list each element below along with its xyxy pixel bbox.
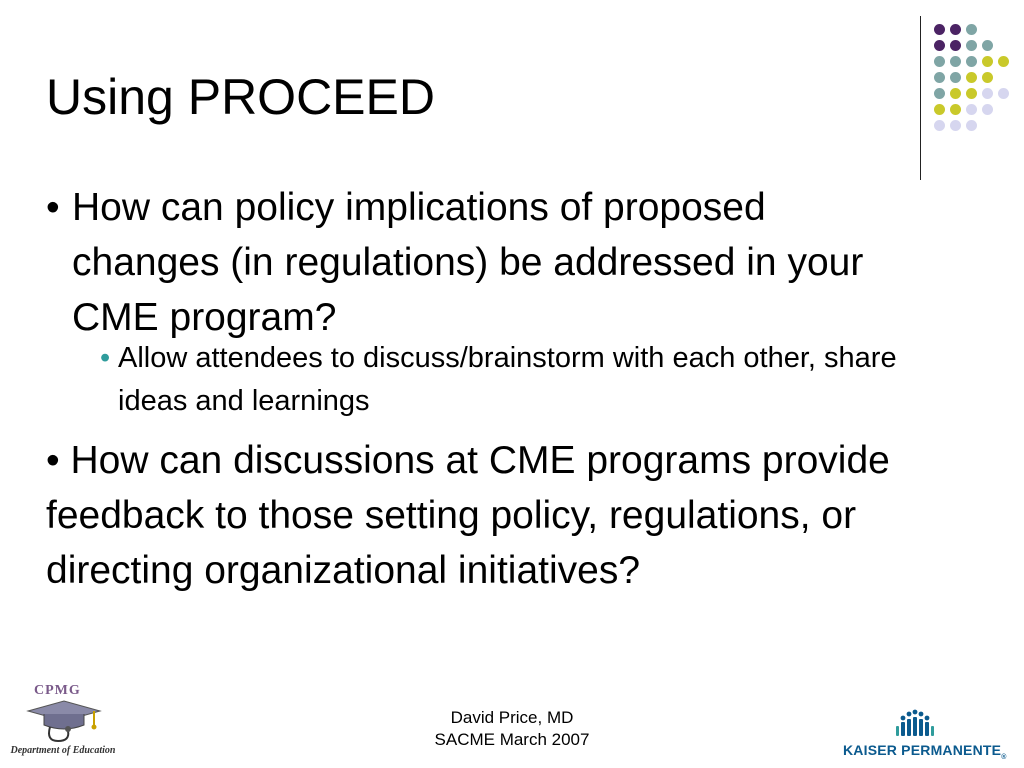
decorative-dot: [934, 56, 945, 67]
cpmg-logo-name: CPMG: [34, 683, 81, 698]
bullet-item-1: [46, 180, 916, 345]
bullet-item-2: [46, 433, 916, 598]
footer-author: David Price, MD: [450, 708, 574, 727]
decorative-dot: [982, 56, 993, 67]
cpmg-logo: [6, 683, 120, 763]
decorative-dot: [934, 120, 945, 131]
decorative-dot: [966, 72, 977, 83]
slide-footer: [362, 707, 662, 751]
decorative-dot: [966, 40, 977, 51]
decorative-dot: [982, 72, 993, 83]
decorative-dot: [966, 56, 977, 67]
slide-body: [46, 180, 916, 598]
bullet-marker: •: [46, 439, 60, 482]
sub-bullet-marker: •: [100, 342, 111, 374]
bullet-text: How can discussions at CME programs provide feedback to those setting policy, regulations, or directing organizational initiatives?: [46, 439, 890, 592]
decorative-dot: [998, 88, 1009, 99]
decorative-dot: [950, 72, 961, 83]
decorative-dot: [982, 104, 993, 115]
decorative-dot: [934, 104, 945, 115]
decorative-dot: [950, 40, 961, 51]
decorative-dot: [966, 24, 977, 35]
decorative-dot: [934, 72, 945, 83]
decorative-dot: [982, 40, 993, 51]
cpmg-logo-subtitle: Department of Education: [10, 745, 116, 756]
title-divider-line: [920, 16, 921, 180]
kaiser-permanente-logo: [843, 708, 1007, 764]
sub-bullet-text: Allow attendees to discuss/brainstorm with each other, share ideas and learnings: [118, 342, 897, 417]
decorative-dot: [966, 104, 977, 115]
decorative-dot: [950, 104, 961, 115]
decorative-dot: [998, 56, 1009, 67]
bullet-text: How can policy implications of proposed changes (in regulations) be addressed in your CME program?: [72, 186, 864, 339]
decorative-dot: [950, 88, 961, 99]
slide-title: Using PROCEED: [46, 69, 435, 125]
sub-bullet-item-1: [100, 337, 916, 423]
decorative-dot: [934, 40, 945, 51]
decorative-dot: [966, 88, 977, 99]
kaiser-permanente-people-icon: [843, 708, 993, 742]
decorative-dot: [950, 120, 961, 131]
decorative-dot-grid: [930, 24, 1014, 144]
decorative-dot: [950, 56, 961, 67]
decorative-dot: [934, 24, 945, 35]
decorative-dot: [934, 88, 945, 99]
footer-event: SACME March 2007: [434, 730, 590, 749]
bullet-marker: •: [46, 186, 60, 229]
decorative-dot: [982, 88, 993, 99]
kaiser-permanente-wordmark: KAISER $PERMANENTE_®$: [843, 742, 1007, 761]
decorative-dot: [950, 24, 961, 35]
decorative-dot: [966, 120, 977, 131]
